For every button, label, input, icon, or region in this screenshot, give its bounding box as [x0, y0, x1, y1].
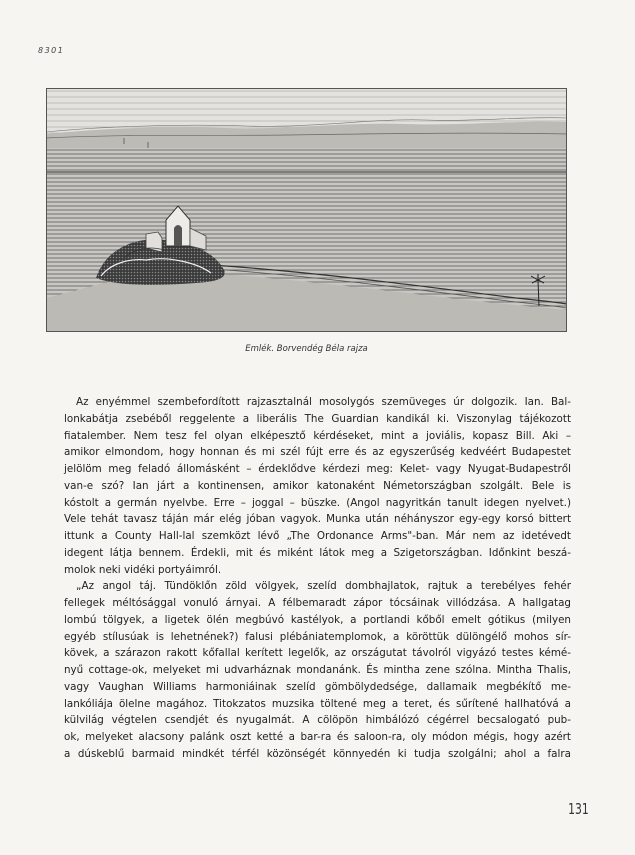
text-line: lonkabátja zsebéből reggelente a liberális The Guardian kandikál ki. Viszonylag tájékozott — [64, 412, 571, 425]
text-line: van-e szó? Ian járt a kontinensen, amikor katonaként Németországban szolgált. Bele is — [64, 479, 571, 492]
text-line: jelölöm meg feladó állomásként – érdeklődve kérdezi meg: Kelet- vagy Nyugat-Budapestről — [64, 463, 571, 475]
text-line: a dúskeblű barmaid mindkét térfél közönségét könnyedén ki tudja szolgálni; ahol a falra — [64, 747, 571, 760]
text-line: vagy Vaughan Williams harmoniáinak szelíd gömbölydedsége, dallamaik megbékítő me- — [64, 680, 571, 693]
text-line: lankóliája ölelne magához. Titokzatos muzsika töltené meg a teret, és sűrítené hallhatóvá a — [64, 697, 571, 710]
text-line: Vele tehát tavasz táján már elég jóban vagyok. Munka után néhányszor egy-egy korsó bittert — [64, 513, 571, 526]
text-line: fellegek méltósággal vonuló árnyai. A félbemaradt zápor tócsáinak villódzása. A hallgatag — [64, 597, 571, 609]
page-header-code: 8301 — [38, 46, 65, 55]
text-line: kóstolt a germán nyelvbe. Erre – joggal – büszke. (Angol nagyritkán tanult idegen nyelvet.) — [64, 496, 571, 509]
text-line: kövek, a szárazon rakott kőfallal kerített legelők, az országutat távolról vigyázó testes kémé- — [64, 647, 571, 660]
text-line: amikor elmondom, hogy honnan és mi szél fújt erre és az egyszerűség kedvéért Budapestet — [64, 446, 571, 459]
text-line: lombú tölgyek, a ligetek ölén megbúvó kastélyok, a portlandi kőből emelt gótikus (milyen — [64, 613, 571, 626]
text-line: idegent látja bennem. Érdekli, mit és miként látok meg a Szigetországban. Időnkint beszá- — [64, 546, 571, 559]
text-line: Az enyémmel szembefordított rajzasztalnál mosolygós szemüveges úr dolgozik. Ian. Bal- — [76, 396, 571, 408]
text-line: fiatalember. Nem tesz fel olyan elképesztő kérdéseket, mint a joviális, kopasz Bill. Aki – — [64, 429, 571, 442]
illustration-drawing — [46, 88, 567, 332]
body-text — [64, 394, 571, 763]
illustration-caption: Emlék. Borvendég Béla rajza — [245, 344, 368, 354]
text-line: molok neki vidéki portyáimról. — [64, 563, 222, 576]
page-number: 131 — [568, 800, 589, 818]
text-line: ittunk a County Hall-lal szemközt lévő „The Ordonance Arms"-ban. Már nem az idetévedt — [64, 530, 571, 542]
text-line: egyéb stílusúak is lehetnének?) falusi plébániatemplomok, a köröttük dülöngélő mohos sír- — [64, 630, 571, 643]
text-line: „Az angol táj. Tündöklőn zöld völgyek, szelíd dombhajlatok, rajtuk a terebélyes fehér — [76, 580, 571, 593]
text-line: nyű cottage-ok, melyeket mi udvarháznak mondanánk. És mintha zene szólna. Mintha Thalis, — [64, 664, 571, 676]
text-line: ok, melyeket alacsony palánk oszt ketté a bar-ra és saloon-ra, oly módon mégis, hogy azért — [64, 731, 571, 743]
text-line: külvilág végtelen csendjét és nyugalmát. A cölöpön himbálózó cégérrel becsalogató pub- — [64, 714, 571, 727]
